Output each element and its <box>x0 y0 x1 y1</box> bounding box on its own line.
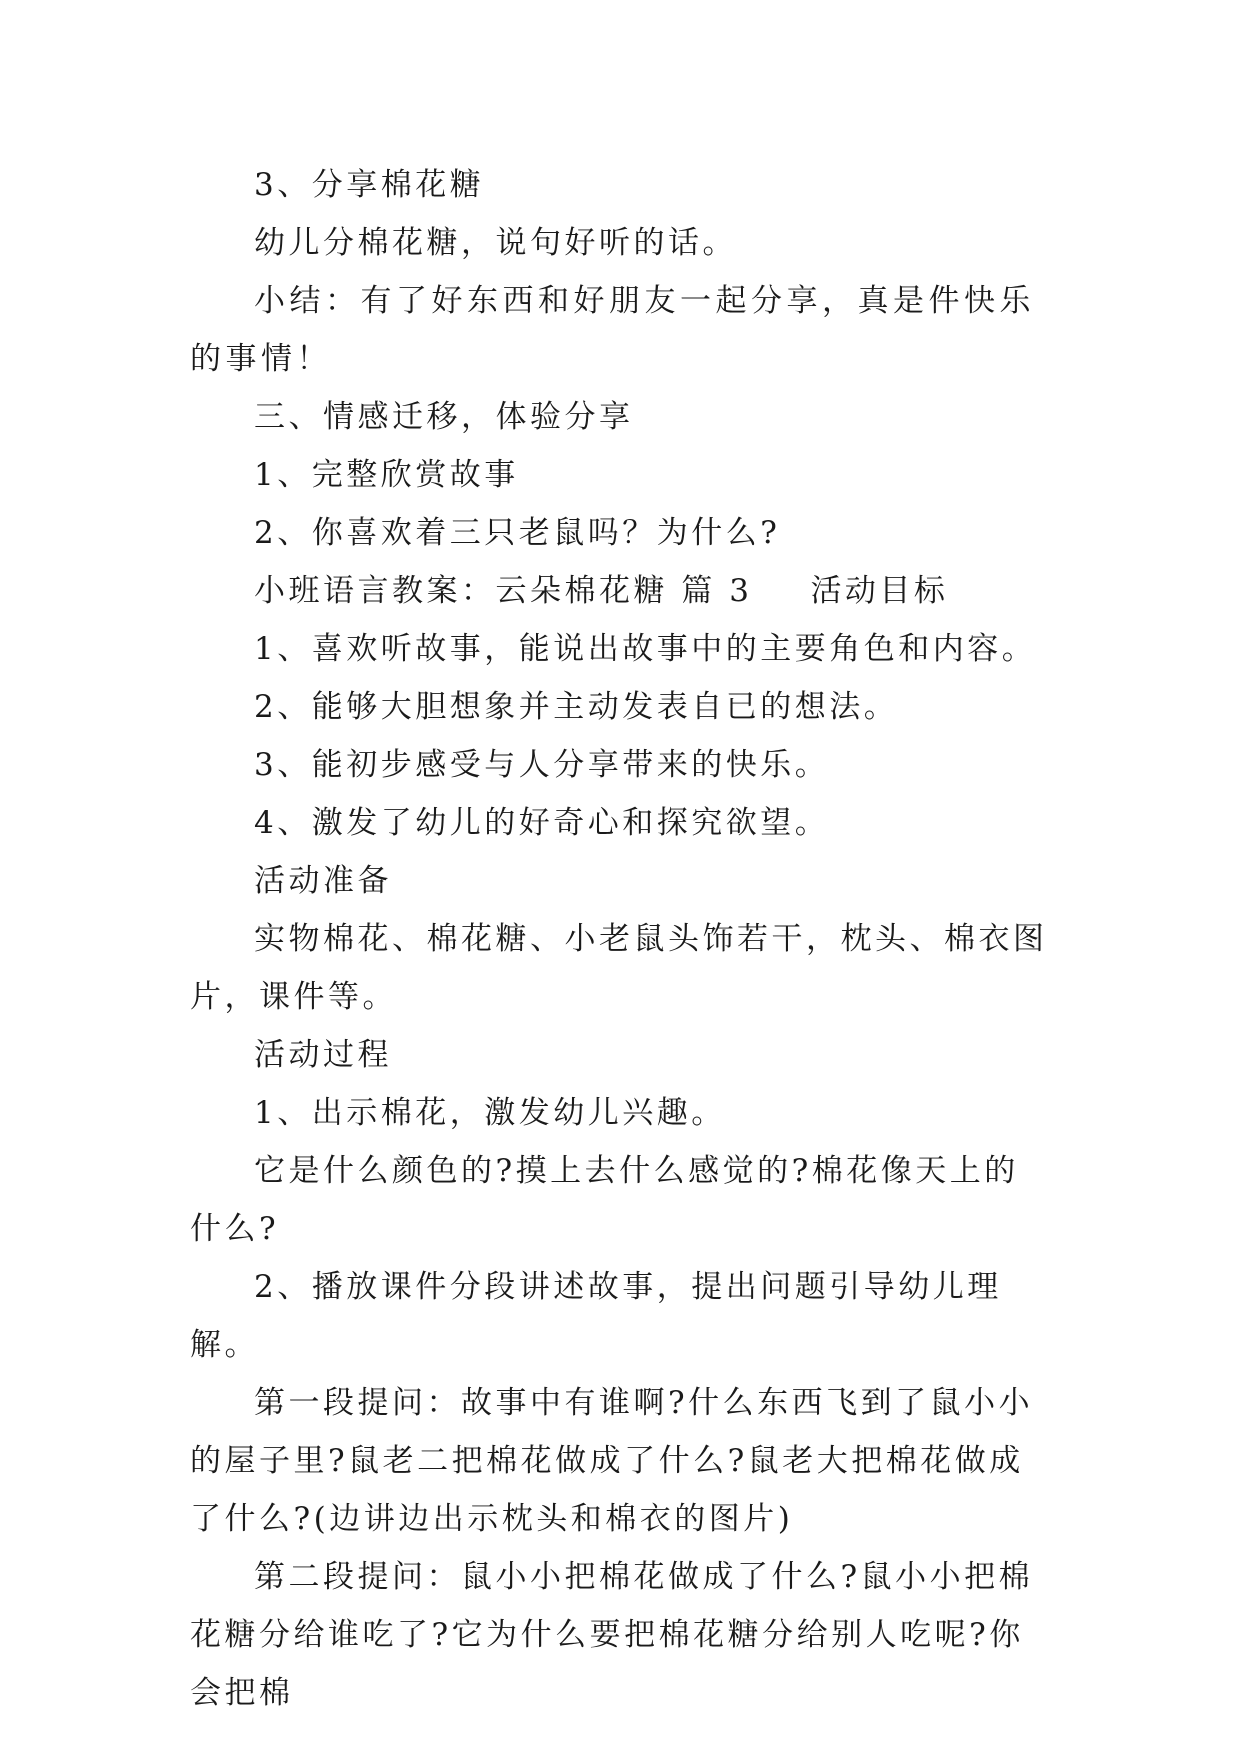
process-step-1: 1、出示棉花，激发幼儿兴趣。 <box>254 1095 726 1131</box>
paragraph-first-section-questions: 第一段提问：故事中有谁啊?什么东西飞到了鼠小小的屋子里?鼠老二把棉花做成了什么?鼠老大把棉花做成了什么?(边讲边出示枕头和棉衣的图片) <box>190 1385 1034 1537</box>
lesson-title: 小班语言教案：云朵棉花糖 <box>254 573 668 609</box>
paragraph-do-you-like: 2、你喜欢着三只老鼠吗？为什么? <box>254 515 781 551</box>
goal-item-1: 1、喜欢听故事，能说出故事中的主要角色和内容。 <box>254 631 1037 667</box>
document-body <box>190 156 1050 1722</box>
section-preparation: 活动准备 <box>254 863 392 899</box>
paragraph-cotton-questions: 它是什么颜色的?摸上去什么感觉的?棉花像天上的什么? <box>190 1153 1019 1247</box>
paragraph-summary: 小结：有了好东西和好朋友一起分享，真是件快乐的事情！ <box>190 283 1035 377</box>
paragraph-emotion-transfer: 三、情感迁移，体验分享 <box>254 399 634 435</box>
paragraph-appreciate-story: 1、完整欣赏故事 <box>254 457 519 493</box>
goal-item-3: 3、能初步感受与人分享带来的快乐。 <box>254 747 830 783</box>
lesson-subtitle: 活动目标 <box>810 573 949 609</box>
paragraph-children-share: 幼儿分棉花糖，说句好听的话。 <box>254 225 737 261</box>
goal-item-4: 4、激发了幼儿的好奇心和探究欲望。 <box>254 805 830 841</box>
section-process: 活动过程 <box>254 1037 392 1073</box>
lesson-part: 篇 3 <box>681 573 753 609</box>
goal-item-2: 2、能够大胆想象并主动发表自已的想法。 <box>254 689 899 725</box>
lesson-heading <box>190 562 1050 620</box>
paragraph-share-cotton-candy: 3、分享棉花糖 <box>254 167 485 203</box>
paragraph-second-section-questions: 第二段提问：鼠小小把棉花做成了什么?鼠小小把棉花糖分给谁吃了?它为什么要把棉花糖分给别人吃呢?你会把棉 <box>190 1559 1034 1711</box>
paragraph-materials: 实物棉花、棉花糖、小老鼠头饰若干，枕头、棉衣图片，课件等。 <box>190 921 1048 1015</box>
process-step-2: 2、播放课件分段讲述故事，提出问题引导幼儿理解。 <box>190 1269 1002 1363</box>
